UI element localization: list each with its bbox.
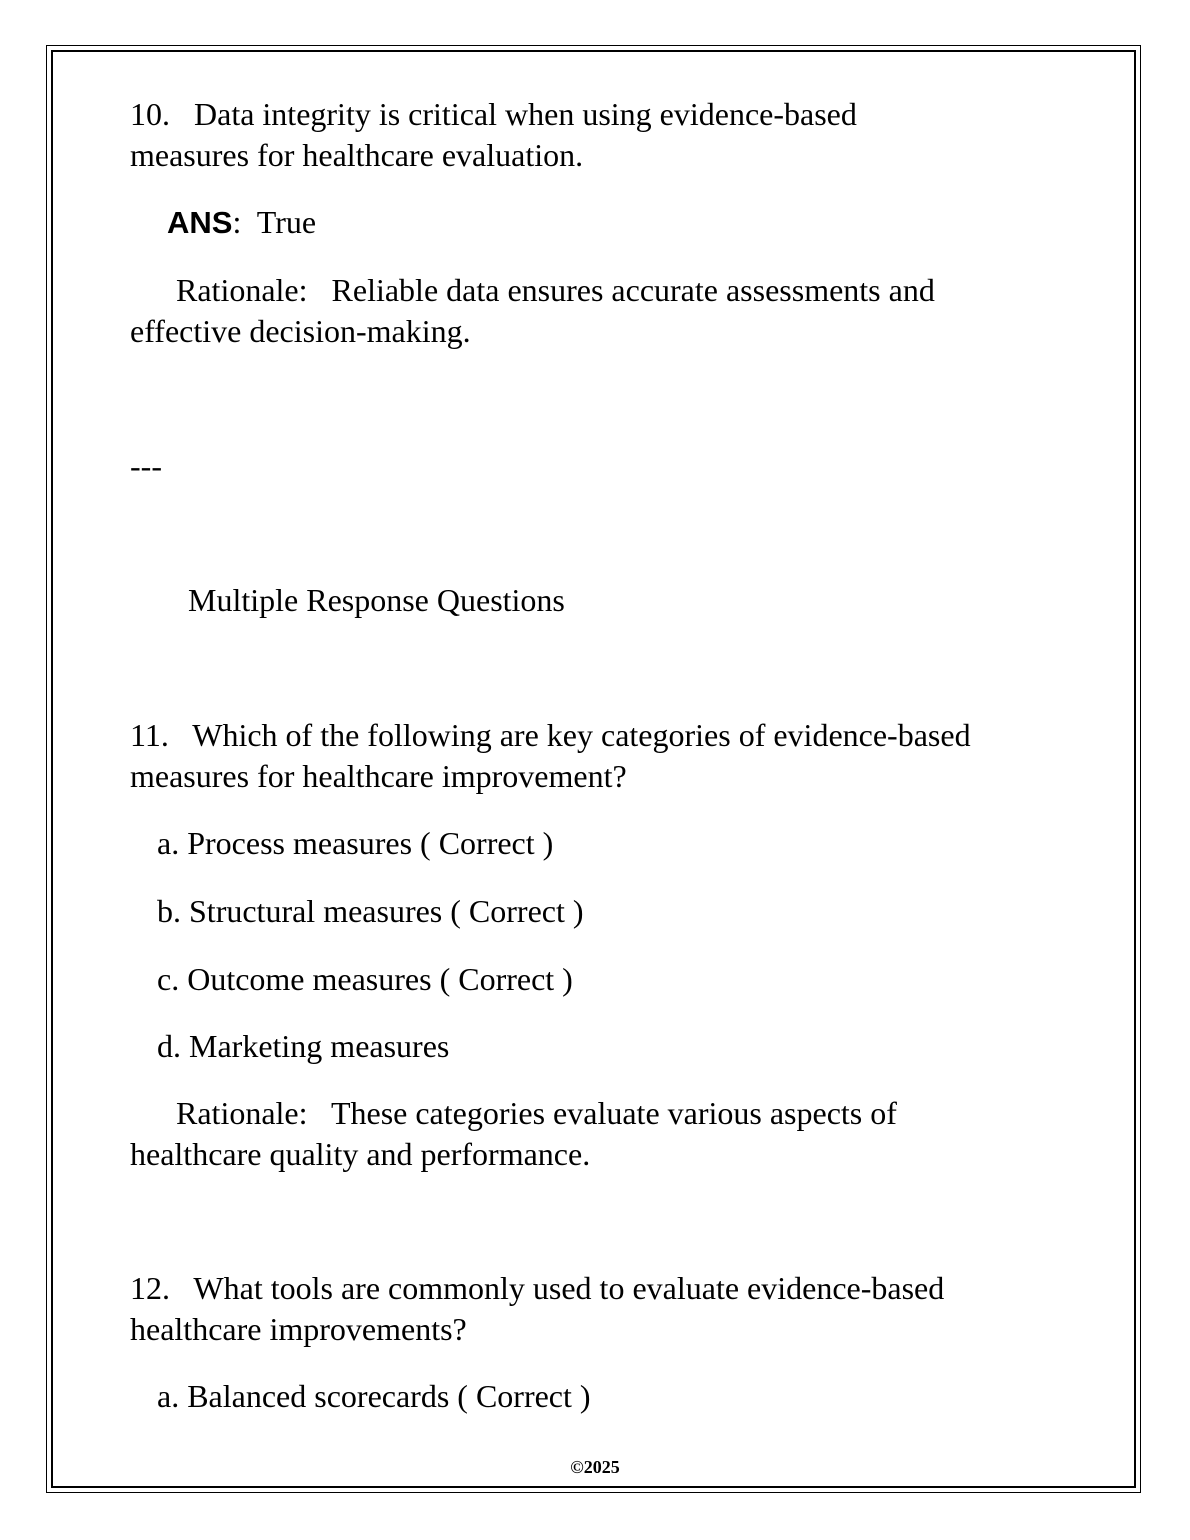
section-heading: Multiple Response Questions xyxy=(188,582,565,618)
q10-answer xyxy=(167,202,316,243)
q10-text-2: measures for healthcare evaluation. xyxy=(130,137,584,173)
q11-rationale-text-2: healthcare quality and performance. xyxy=(130,1136,591,1172)
q10-rationale-text-1: Reliable data ensures accurate assessments and xyxy=(331,272,935,308)
q10-rationale-label: Rationale: xyxy=(176,272,308,308)
q11-option-b: b. Structural measures ( Correct ) xyxy=(157,893,584,929)
q11-rationale-label: Rationale: xyxy=(176,1095,308,1131)
q10-ans-label: ANS xyxy=(167,205,233,240)
q11-number: 11. xyxy=(130,717,169,753)
separator: --- xyxy=(130,448,162,484)
q11-text-2: measures for healthcare improvement? xyxy=(130,758,627,794)
q11-option-c: c. Outcome measures ( Correct ) xyxy=(157,961,573,997)
q12-number: 12. xyxy=(130,1270,170,1306)
q10-ans-value: : True xyxy=(232,204,317,240)
q10-text-1: Data integrity is critical when using evidence-based xyxy=(194,96,857,132)
q12-option-a: a. Balanced scorecards ( Correct ) xyxy=(157,1378,591,1414)
q12-line-1 xyxy=(130,1268,944,1309)
q11-line-1 xyxy=(130,715,971,756)
q10-line-1 xyxy=(130,94,857,135)
q11-rationale-text-1: These categories evaluate various aspects of xyxy=(330,1095,897,1131)
copyright-footer: ©2025 xyxy=(570,1457,620,1477)
q11-rationale-line-1 xyxy=(176,1093,897,1134)
q12-text-2: healthcare improvements? xyxy=(130,1311,467,1347)
q11-text-1: Which of the following are key categories of evidence-based xyxy=(192,717,971,753)
q10-rationale-line-1 xyxy=(176,270,935,311)
q11-option-d: d. Marketing measures xyxy=(157,1028,450,1064)
q10-number: 10. xyxy=(130,96,170,132)
q11-option-a: a. Process measures ( Correct ) xyxy=(157,825,554,861)
q12-text-1: What tools are commonly used to evaluate evidence-based xyxy=(193,1270,945,1306)
q10-rationale-text-2: effective decision-making. xyxy=(130,313,471,349)
